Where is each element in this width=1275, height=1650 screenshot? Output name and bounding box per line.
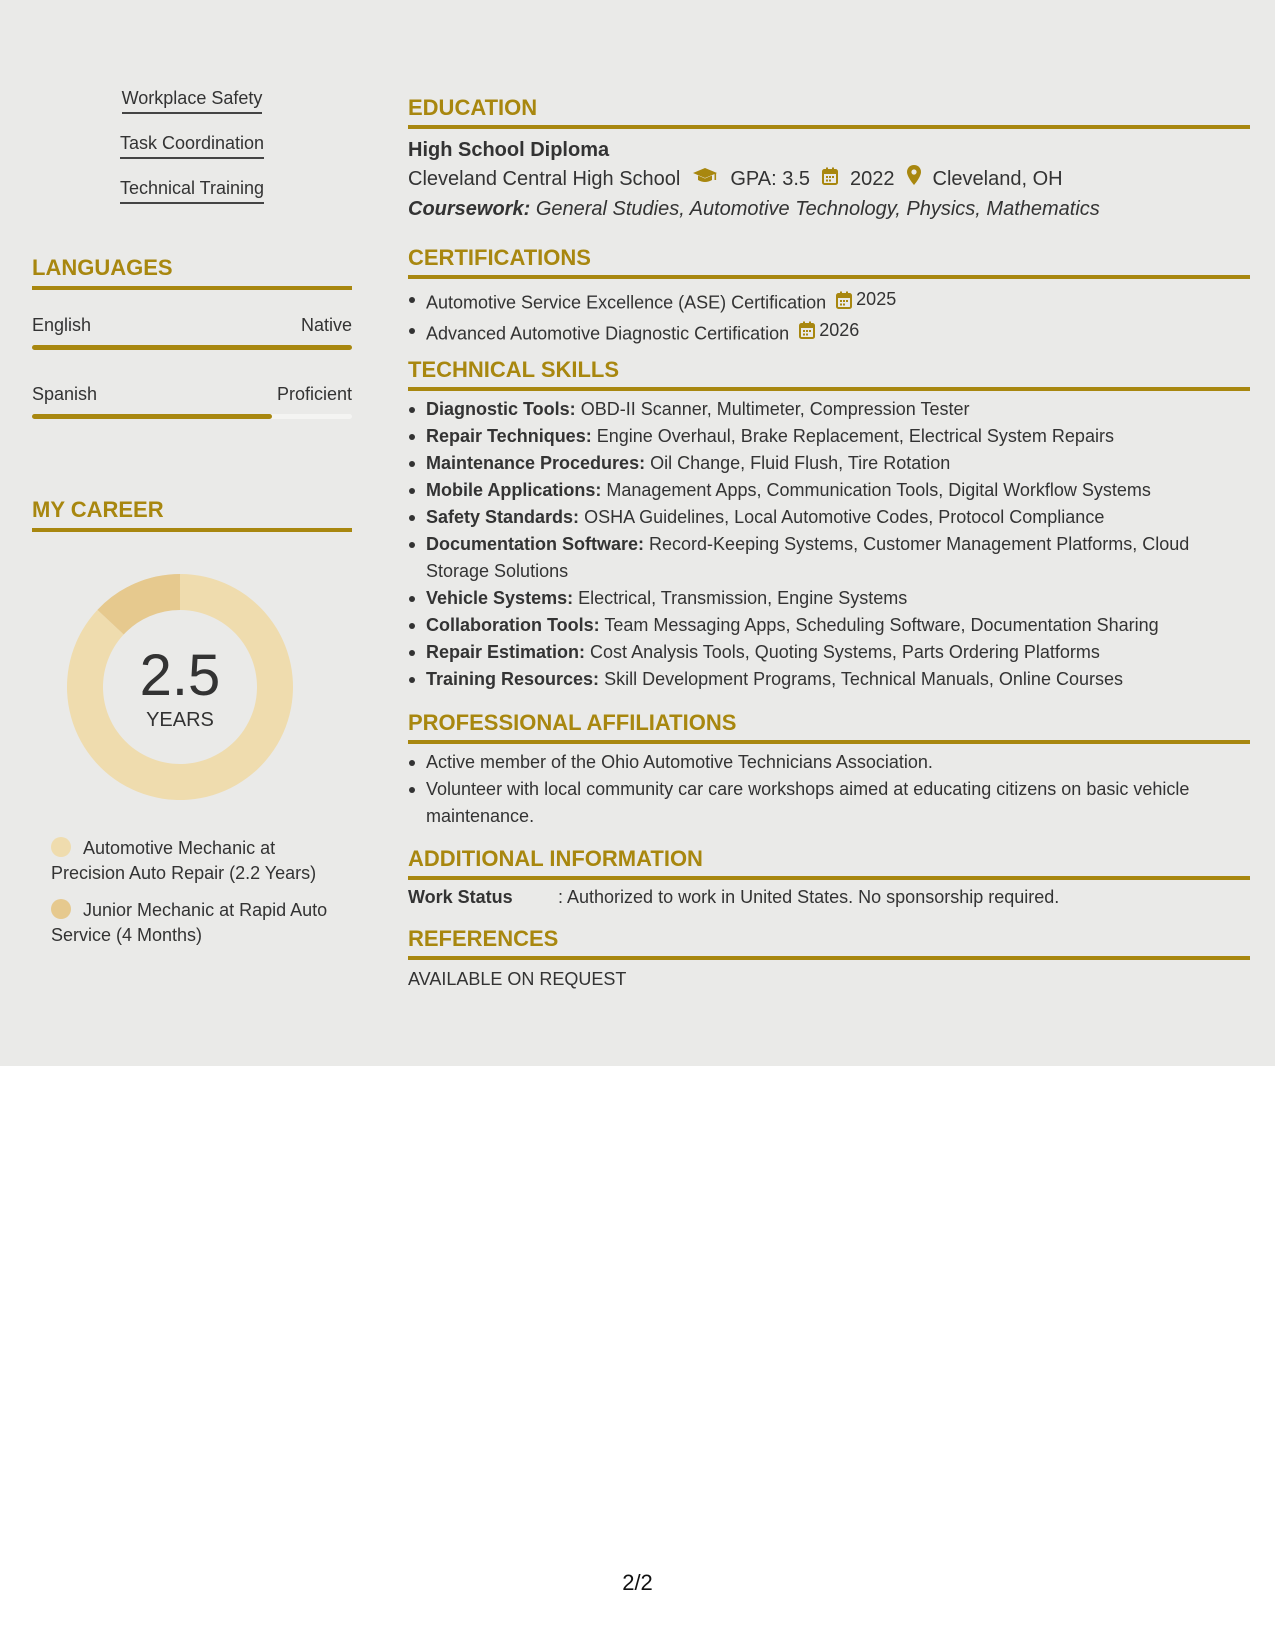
career-legend-item — [51, 836, 351, 886]
certifications-block — [408, 286, 1250, 347]
skill-item — [426, 639, 1250, 666]
skill-item — [426, 666, 1250, 693]
education-block — [408, 136, 1250, 224]
work-status-value: : Authorized to work in United States. No sponsorship required. — [558, 887, 1060, 907]
graduation-cap-icon — [692, 164, 718, 194]
skill-text: Record-Keeping Systems, Customer Management Platforms, Cloud Storage Solutions — [426, 534, 1190, 581]
technical-skills-title: TECHNICAL SKILLS — [408, 356, 1250, 391]
skill-text: Engine Overhaul, Brake Replacement, Electrical System Repairs — [596, 426, 1114, 446]
skill-text: Oil Change, Fluid Flush, Tire Rotation — [650, 453, 951, 473]
location-pin-icon — [907, 164, 921, 194]
skill-text: Electrical, Transmission, Engine Systems — [578, 588, 908, 608]
language-level: Native — [300, 315, 352, 335]
affiliation-item: Active member of the Ohio Automotive Technicians Association. — [426, 749, 1250, 776]
coursework-text: General Studies, Automotive Technology, Physics, Mathematics — [535, 198, 1100, 220]
skill-label: Diagnostic Tools: — [426, 399, 576, 419]
career-legend-label: Junior Mechanic at Rapid Auto Service (4 Months) — [51, 900, 328, 945]
certification-item — [426, 317, 1250, 348]
coursework-label: Coursework: — [408, 198, 531, 220]
certification-item — [426, 286, 1250, 317]
skill-tag: Task Coordination — [120, 131, 264, 159]
skill-label: Mobile Applications: — [426, 480, 602, 500]
skill-text: OBD-II Scanner, Multimeter, Compression Tester — [580, 399, 970, 419]
language-name: Spanish — [32, 384, 98, 404]
certifications-title: CERTIFICATIONS — [408, 244, 1250, 279]
skill-text: OSHA Guidelines, Local Automotive Codes, Protocol Compliance — [584, 507, 1105, 527]
skill-item — [426, 504, 1250, 531]
skill-text: Skill Development Programs, Technical Manuals, Online Courses — [604, 669, 1123, 689]
graduation-year: 2022 — [850, 168, 895, 190]
additional-info-block — [408, 884, 1250, 911]
education-title: EDUCATION — [408, 94, 1250, 129]
skill-item — [426, 531, 1250, 585]
references-block — [408, 966, 1250, 993]
skill-tag: Workplace Safety — [122, 86, 263, 114]
affiliations-title: PROFESSIONAL AFFILIATIONS — [408, 709, 1250, 744]
skill-item — [426, 450, 1250, 477]
affiliation-item: Volunteer with local community car care workshops aimed at educating citizens on basic vehicle maintenance. — [426, 776, 1250, 830]
coursework — [408, 194, 1250, 224]
affiliations-block — [408, 749, 1250, 830]
skill-label: Documentation Software: — [426, 534, 645, 554]
career-title: MY CAREER — [32, 496, 352, 532]
certification-year: 2026 — [819, 319, 860, 340]
calendar-icon — [836, 291, 852, 309]
skill-item — [426, 612, 1250, 639]
certification-name: Automotive Service Excellence (ASE) Certification — [426, 292, 827, 313]
skill-text: Management Apps, Communication Tools, Digital Workflow Systems — [606, 480, 1151, 500]
legend-dot — [51, 899, 71, 919]
skill-item — [426, 396, 1250, 423]
language-level: Proficient — [276, 384, 352, 404]
education-details — [408, 164, 1250, 194]
legend-dot — [51, 837, 71, 857]
certification-year: 2025 — [856, 289, 897, 309]
career-donut-chart — [67, 574, 293, 800]
language-bar — [32, 345, 352, 350]
school-location: Cleveland, OH — [932, 168, 1063, 190]
career-total-value: 2.5 — [139, 643, 221, 708]
page-number: 2/2 — [622, 1570, 653, 1595]
career-legend-item — [51, 898, 351, 948]
skill-tags — [32, 86, 352, 221]
language-item — [32, 382, 352, 419]
degree: High School Diploma — [408, 139, 610, 161]
language-bar-fill — [32, 345, 352, 350]
work-status-label: Work Status — [408, 887, 513, 907]
school-name: Cleveland Central High School — [408, 168, 681, 190]
skill-label: Repair Techniques: — [426, 426, 592, 446]
calendar-icon — [799, 321, 815, 339]
language-bar-fill — [32, 414, 272, 419]
gpa: GPA: 3.5 — [730, 168, 811, 190]
skill-tag: Technical Training — [120, 176, 264, 204]
skill-label: Maintenance Procedures: — [426, 453, 646, 473]
skill-text: Cost Analysis Tools, Quoting Systems, Parts Ordering Platforms — [590, 642, 1100, 662]
skill-item — [426, 423, 1250, 450]
language-item — [32, 313, 352, 350]
skill-item — [426, 477, 1250, 504]
additional-info-title: ADDITIONAL INFORMATION — [408, 845, 1250, 880]
skill-label: Vehicle Systems: — [426, 588, 574, 608]
technical-skills-block — [408, 396, 1250, 693]
skill-item — [426, 585, 1250, 612]
skill-text: Team Messaging Apps, Scheduling Software, Documentation Sharing — [604, 615, 1159, 635]
references-title: REFERENCES — [408, 925, 1250, 960]
career-legend-label: Automotive Mechanic at Precision Auto Repair (2.2 Years) — [51, 838, 317, 883]
language-name: English — [32, 315, 92, 335]
language-bar — [32, 414, 352, 419]
references-text: AVAILABLE ON REQUEST — [408, 969, 627, 989]
calendar-icon — [822, 164, 838, 194]
skill-label: Collaboration Tools: — [426, 615, 600, 635]
career-total-unit: YEARS — [146, 709, 214, 731]
skill-label: Training Resources: — [426, 669, 600, 689]
skill-label: Repair Estimation: — [426, 642, 586, 662]
certification-name: Advanced Automotive Diagnostic Certification — [426, 323, 790, 343]
languages-title: LANGUAGES — [32, 254, 352, 290]
skill-label: Safety Standards: — [426, 507, 580, 527]
